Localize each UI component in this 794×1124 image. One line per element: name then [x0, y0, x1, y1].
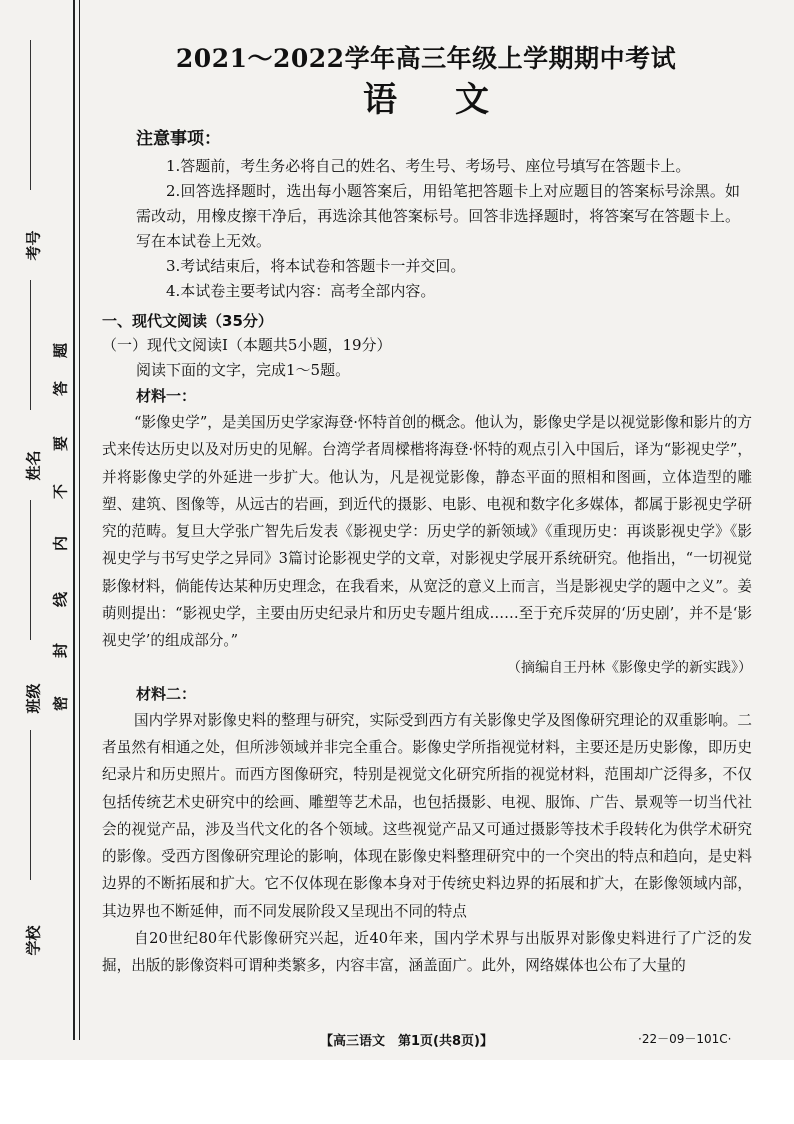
- seal-char: 题: [51, 343, 70, 359]
- exam-no-label: 考号: [24, 230, 43, 261]
- notice-item: 2.回答选择题时，选出每小题答案后，用铅笔把答题卡上对应题目的答案标号涂黑。如需改动，用橡皮擦干净后，再选涂其他答案标号。回答非选择题时，将答案写在答题卡上。写在本试卷上无效。: [136, 182, 740, 250]
- material-one-label: 材料一：: [136, 387, 197, 405]
- notice-item: 1.答题前，考生务必将自己的姓名、考生号、考场号、座位号填写在答题卡上。: [166, 157, 691, 175]
- main-content: [92, 40, 760, 980]
- name-underline: [30, 280, 31, 410]
- reading-instruction: 阅读下面的文字，完成1～5题。: [136, 361, 351, 379]
- seal-char: 线: [51, 592, 70, 608]
- class-underline: [30, 500, 31, 640]
- material-two-paragraph: 自20世纪80年代影像研究兴起，近40年来，国内学术界与出版界对影像史料进行了广泛的发掘，出版的影像资料可谓种类繁多，内容丰富，涵盖面广。此外，网络媒体也公布了大量的: [102, 930, 752, 975]
- exam-title: 2021～2022学年高三年级上学期期中考试: [175, 44, 677, 73]
- seal-char: 要: [51, 436, 70, 452]
- exam-code: ·22－09－101C·: [638, 1032, 732, 1046]
- seal-char: 封: [51, 643, 70, 659]
- subject-title: 语文: [363, 80, 547, 120]
- material-one-paragraph: “影像史学”，是美国历史学家海登·怀特首创的概念。他认为，影像史学是以视觉影像和影片的方式来传达历史以及对历史的见解。台湾学者周樑楷将海登·怀特的观点引入中国后，译为“影视史学”，并将影像史学的外延进一步扩大。他认为，凡是视觉影像，静态平面的照相和图画，立体造型的雕塑、建筑、图像等，从远古的岩画，到近代的摄影、电影、电视和数字化多媒体，都属于影视史学研究的范畴。复旦大学张广智先后发表《影视史学：历史学的新领域》《重现历史：再谈影视史学》《影视史学与书写史学之异同》3篇讨论影视史学的文章，对影视史学展开系统研究。他指出，“一切视觉影像材料，倘能传达某种历史理念，在我看来，从宽泛的意义上而言，当是影视史学的题中之义”。姜萌则提出：“影视史学，主要由历史纪录片和历史专题片组成……至于充斥荧屏的‘历史剧’，并不是‘影视史学’的组成部分。”: [102, 414, 752, 650]
- notice-heading: 注意事项：: [136, 129, 221, 149]
- scan-margin: [0, 1060, 794, 1124]
- school-underline: [30, 730, 31, 880]
- material-one-source: （摘编自王丹林《影像史学的新实践》）: [507, 659, 752, 676]
- section-heading: 一、现代文阅读（35分）: [102, 312, 273, 330]
- subsection-heading: （一）现代文阅读Ⅰ（本题共5小题，19分）: [102, 336, 392, 354]
- seal-char: 密: [51, 696, 70, 712]
- school-label: 学校: [24, 925, 43, 956]
- name-label: 姓名: [24, 450, 43, 481]
- seal-char: 不: [51, 484, 70, 500]
- binding-line: [73, 0, 75, 1040]
- seal-char: 内: [51, 536, 70, 552]
- material-two-paragraph: 国内学界对影像史料的整理与研究，实际受到西方有关影像史学及图像研究理论的双重影响。二者虽然有相通之处，但所涉领域并非完全重合。影像史学所指视觉材料，主要还是历史影像，即历史纪录片和历史照片。而西方图像研究，特别是视觉文化研究所指的视觉材料，范围却广泛得多，不仅包括传统艺术史研究中的绘画、雕塑等艺术品，也包括摄影、电视、服饰、广告、景观等一切当代社会的视觉产品，涉及当代文化的各个领域。这些视觉产品又可通过摄影等技术手段转化为供学术研究的影像。受西方图像研究理论的影响，体现在影像史料整理研究中的一个突出的特点和趋向，是史料边界的不断拓展和扩大。它不仅体现在影像本身对于传统史料边界的拓展和扩大，在影像领域内部，其边界也不断延伸，而不同发展阶段又呈现出不同的特点: [102, 711, 752, 920]
- binding-margin: [0, 0, 92, 1040]
- notice-item: 3.考试结束后，将本试卷和答题卡一并交回。: [166, 257, 466, 275]
- notice-item: 4.本试卷主要考试内容：高考全部内容。: [166, 282, 436, 300]
- binding-line-inner: [79, 0, 80, 1040]
- page-footer: [0, 1030, 794, 1052]
- material-two-label: 材料二：: [136, 684, 197, 703]
- seal-char: 答: [51, 381, 70, 397]
- class-label: 班级: [24, 683, 43, 714]
- page-number-label: 【高三语文 第1页(共8页)】: [320, 1034, 493, 1049]
- exam-no-underline: [30, 40, 31, 190]
